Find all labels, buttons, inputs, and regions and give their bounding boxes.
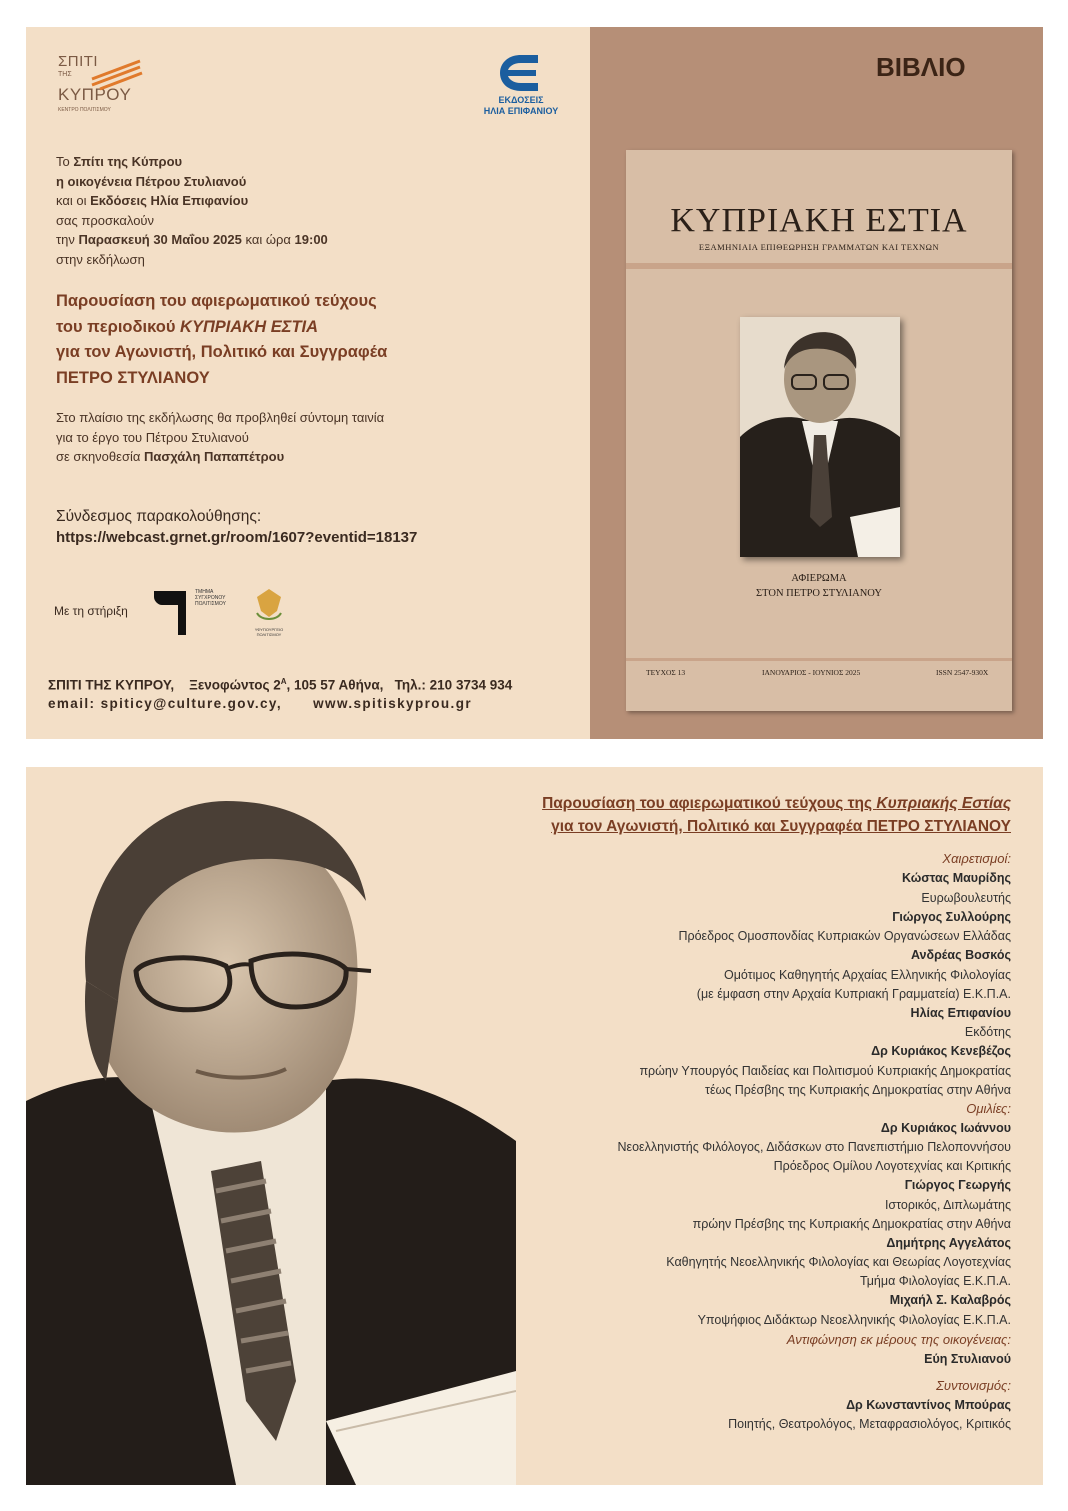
invitation-text: Το Σπίτι της Κύπρου η οικογένεια Πέτρου Στυλιανού και οι Εκδόσεις Ηλία Επιφανίου σας προσκαλούν την Παρασκευή 30 Μαΐου 2025 και ώρα 19:00 στην εκδήλωση [56, 154, 328, 267]
speaker-role: Τμήμα Φιλολογίας Ε.Κ.Π.Α. [860, 1274, 1011, 1288]
speaker-role: Πρόεδρος Ομίλου Λογοτεχνίας και Κριτικής [773, 1159, 1011, 1173]
section-title: Χαιρετισμοί: [942, 851, 1011, 866]
speaker-role: Πρόεδρος Ομοσπονδίας Κυπριακών Οργανώσεων Ελλάδας [678, 929, 1011, 943]
support-label: Με τη στήριξη [54, 604, 128, 618]
cover-portrait [740, 317, 900, 557]
speaker-name: Δημήτρης Αγγελάτος [886, 1235, 1011, 1250]
section-label-biblio: ΒΙΒΛΙΟ [876, 52, 966, 82]
cover-subtitle: ΕΞΑΜΗΝΙΑΙΑ ΕΠΙΘΕΩΡΗΣΗ ΓΡΑΜΜΑΤΩΝ ΚΑΙ ΤΕΧΝΩΝ [698, 242, 940, 252]
invitation-left [26, 27, 590, 739]
ekdoseis-epifaniou-logo: ΕΚΔΟΣΕΙΣ ΗΛΙΑ ΕΠΙΦΑΝΙΟΥ [466, 51, 576, 125]
contemporary-culture-logo: ΤΜΗΜΑ ΣΥΓΧΡΟΝΟΥ ΠΟΛΙΤΙΣΜΟΥ [150, 585, 230, 637]
speaker-role: (με έμφαση στην Αρχαία Κυπριακή Γραμματεία) Ε.Κ.Π.Α. [696, 986, 1011, 1001]
section-title: Αντιφώνηση εκ μέρους της οικογένειας: [786, 1331, 1011, 1347]
book-cover [626, 150, 1012, 711]
speaker-name: Ηλίας Επιφανίου [910, 1005, 1011, 1020]
speaker-role: Ιστορικός, Διπλωμάτης [884, 1197, 1011, 1212]
ekdoseis-e-icon [496, 53, 546, 93]
culture-dept-icon [150, 585, 194, 637]
speaker-role: πρώην Υπουργός Παιδείας και Πολιτισμού Κυπριακής Δημοκρατίας [639, 1063, 1011, 1078]
cover-title: ΚΥΠΡΙΑΚΗ ΕΣΤΙΑ [670, 202, 968, 239]
speaker-role: τέως Πρέσβης της Κυπριακής Δημοκρατίας στην Αθήνα [705, 1082, 1011, 1097]
spiti-stripes-icon [88, 57, 146, 91]
speaker-name: Δρ Κωνσταντίνος Μπούρας [846, 1397, 1011, 1412]
cover-issn: ISSN 2547-930X [936, 668, 989, 677]
footer-website[interactable]: www.spitiskyprou.gr [313, 696, 473, 711]
stream-link[interactable]: https://webcast.grnet.gr/room/1607?eventid=18137 [56, 529, 418, 546]
speaker-role: Καθηγητής Νεοελληνικής Φιλολογίας και Θεωρίας Λογοτεχνίας [666, 1255, 1011, 1269]
speaker-name: Γιώργος Συλλούρης [892, 909, 1011, 924]
speaker-role: Ομότιμος Καθηγητής Αρχαίας Ελληνικής Φιλολογίας [723, 967, 1011, 982]
cover-issue: ΤΕΥΧΟΣ 13 [646, 668, 686, 677]
speaker-name: Γιώργος Γεωργής [904, 1178, 1011, 1192]
speaker-name: Ανδρέας Βοσκός [910, 948, 1011, 962]
footer-email[interactable]: email: spiticy@culture.gov.cy, [48, 696, 282, 711]
presentation-title: Παρουσίαση του αφιερωματικού τεύχους του περιοδικού ΚΥΠΡΙΑΚΗ ΕΣΤΙΑ για τον Αγωνιστή, Πολιτικό και Συγγραφέα ΠΕΤΡΟ ΣΤΥΛΙΑΝΟΥ [56, 292, 388, 387]
footer-address: ΣΠΙΤΙ ΤΗΣ ΚΥΠΡΟΥ, Ξενοφώντος $2^A$, 105 57 Αθήνα, Τηλ.: 210 3734 934 [48, 677, 513, 693]
cover-bottom-band [626, 658, 1012, 661]
petros-stylianou-portrait [26, 781, 516, 1485]
section-title: Ομιλίες: [966, 1100, 1011, 1116]
section-title: Συντονισμός: [936, 1377, 1011, 1393]
speaker-name: Δρ Κυριάκος Ιωάννου [880, 1120, 1011, 1135]
speaker-name: Κώστας Μαυρίδης [901, 871, 1011, 885]
speaker-role: Ευρωβουλευτής [921, 890, 1011, 905]
stream-link-label: Σύνδεσμος παρακολούθησης: [56, 508, 262, 525]
film-note: Στο πλαίσιο της εκδήλωσης θα προβληθεί σύντομη ταινία για το έργο του Πέτρου Στυλιανού σε σκηνοθεσία Πασχάλη Παπαπέτρου [56, 410, 385, 464]
cyprus-emblem-icon [249, 585, 289, 625]
speaker-name: Εύη Στυλιανού [924, 1351, 1011, 1366]
program-heading: Παρουσίαση του αφιερωματικού τεύχους της Κυπριακής Εστίας για τον Αγωνιστή, Πολιτικό και Συγγραφέα ΠΕΤΡΟ ΣΤΥΛΙΑΝΟΥ [542, 795, 1011, 835]
speaker-role: Νεοελληνιστής Φιλόλογος, Διδάσκων στο Πανεπιστήμιο Πελοποννήσου [617, 1140, 1011, 1154]
cover-dedication: ΑΦΙΕΡΩΜΑ [791, 573, 847, 584]
program-panel [26, 767, 1043, 1485]
speaker-name: Δρ Κυριάκος Κενεβέζος [871, 1044, 1011, 1058]
footer-contacts [48, 696, 472, 711]
cover-period: ΙΑΝΟΥΑΡΙΟΣ - ΙΟΥΝΙΟΣ 2025 [762, 668, 861, 677]
speaker-role: πρώην Πρέσβης της Κυπριακής Δημοκρατίας στην Αθήνα [692, 1216, 1011, 1231]
speaker-role: Ποιητής, Θεατρολόγος, Μεταφρασιολόγος, Κριτικός [728, 1417, 1011, 1431]
speaker-name: Μιχαήλ Σ. Καλαβρός [889, 1293, 1011, 1307]
cover-band [626, 263, 1012, 269]
cover-dedication-name: ΣΤΟΝ ΠΕΤΡΟ ΣΤΥΛΙΑΝΟΥ [756, 588, 882, 599]
speaker-role: Υποψήφιος Διδάκτωρ Νεοελληνικής Φιλολογίας Ε.Κ.Π.Α. [697, 1312, 1011, 1327]
deputy-ministry-logo: ΥΦΥΠΟΥΡΓΕΙΟ ΠΟΛΙΤΙΣΜΟΥ [244, 585, 294, 637]
speaker-role: Εκδότης [964, 1025, 1011, 1039]
spiti-kyprou-logo: ΣΠΙΤΙ ΤΗΣ ΚΥΠΡΟΥ ΚΕΝΤΡΟ ΠΟΛΙΤΙΣΜΟΥ [54, 51, 144, 121]
